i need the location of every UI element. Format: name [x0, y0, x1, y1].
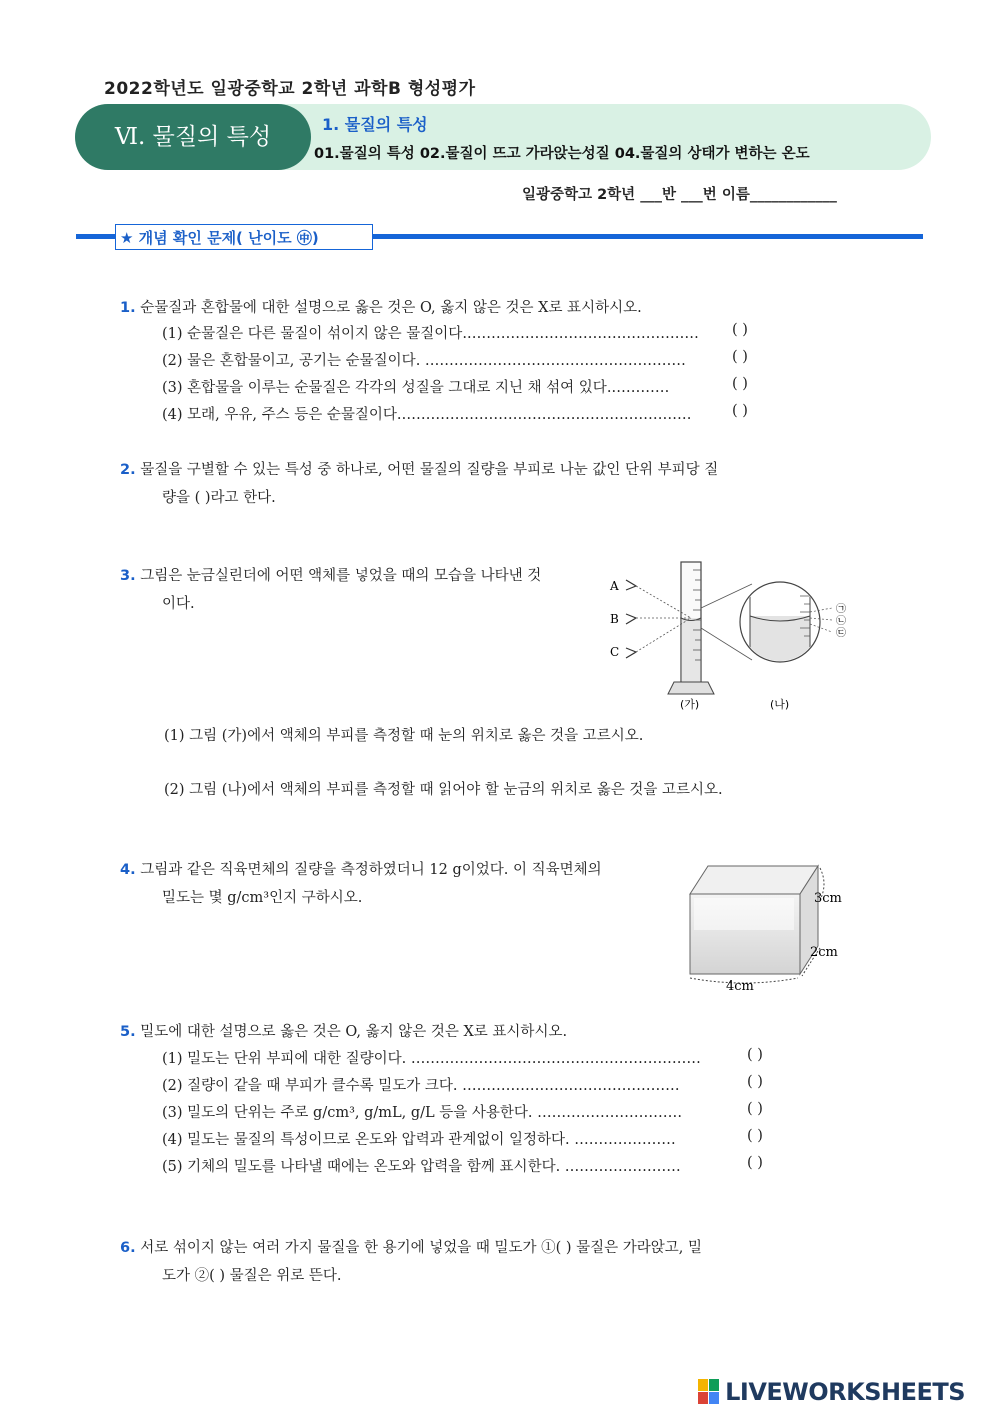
question-4 — [120, 858, 602, 879]
graduated-cylinder-figure — [604, 556, 864, 712]
width-label: 4cm — [726, 979, 754, 992]
question-4-line2: 밀도는 몇 g/cm³인지 구하시오. — [162, 890, 363, 906]
liveworksheets-logo — [698, 1378, 965, 1406]
eye-label-b: B — [610, 612, 619, 626]
question-3-line2: 이다. — [162, 596, 195, 612]
question-2-line2[interactable]: 량을 ( )라고 한다. — [162, 490, 276, 506]
q5-item-3: (3) 밀도의 단위는 주로 g/cm³, g/mL, g/L 등을 사용한다. ………………………… — [162, 1105, 683, 1121]
eye-c-icon — [626, 648, 636, 658]
q1-item-2: (2) 물은 혼합물이고, 공기는 순물질이다. ……………………………………………… — [162, 353, 686, 369]
question-number: 3. — [120, 568, 136, 584]
question-number: 5. — [120, 1024, 136, 1040]
q5-answer-2[interactable]: ( ) — [747, 1074, 763, 1090]
liveworksheets-icon — [698, 1379, 720, 1405]
question-3 — [120, 564, 541, 585]
question-6-line2[interactable]: 도가 ②( ) 물질은 위로 뜬다. — [162, 1268, 342, 1284]
question-number: 4. — [120, 862, 136, 878]
student-info-line[interactable]: 일광중학고 2학년 ___반 ___번 이름____________ — [522, 187, 837, 203]
caption-right: (나) — [770, 698, 790, 711]
q1-answer-1[interactable]: ( ) — [732, 322, 748, 338]
question-5 — [120, 1020, 567, 1041]
q5-item-2: (2) 질량이 같을 때 부피가 클수록 밀도가 크다. ……………………………………… — [162, 1078, 680, 1094]
question-number: 6. — [120, 1240, 136, 1256]
q5-item-5: (5) 기체의 밀도를 나타낼 때에는 온도와 압력을 함께 표시한다. …………………… — [162, 1159, 681, 1175]
q1-item-3: (3) 혼합물을 이루는 순물질은 각각의 성질을 그대로 지닌 채 섞여 있다.………… — [162, 380, 670, 396]
eye-label-c: C — [610, 645, 620, 659]
q5-item-4: (4) 밀도는 물질의 특성이므로 온도와 압력과 관계없이 일정하다. ………………… — [162, 1132, 676, 1148]
divider-left — [76, 234, 118, 239]
q1-answer-2[interactable]: ( ) — [732, 349, 748, 365]
question-number: 2. — [120, 462, 136, 478]
question-2 — [120, 458, 718, 479]
subsection-list: 01.물질의 특성 02.물질이 뜨고 가라앉는성질 04.물질의 상태가 변하는 온도 — [314, 146, 810, 162]
q5-answer-1[interactable]: ( ) — [747, 1047, 763, 1063]
eye-label-a: A — [610, 579, 619, 593]
q1-answer-4[interactable]: ( ) — [732, 403, 748, 419]
question-text: 물질을 구별할 수 있는 특성 중 하나로, 어떤 물질의 질량을 부피로 나눈 값인 단위 부피당 질 — [140, 462, 719, 478]
mark-1: ㉠ — [836, 604, 846, 615]
section-title: 1. 물질의 특성 — [322, 115, 428, 134]
question-3-sub2: (2) 그림 (나)에서 액체의 부피를 측정할 때 읽어야 할 눈금의 위치로 옳은 것을 고르시오. — [164, 782, 723, 798]
eye-a-icon — [626, 580, 636, 590]
question-3-sub1: (1) 그림 (가)에서 액체의 부피를 측정할 때 눈의 위치로 옳은 것을 고르시오. — [164, 728, 644, 744]
cuboid-figure — [686, 860, 862, 992]
depth-label: 2cm — [810, 945, 838, 960]
question-6 — [120, 1236, 702, 1257]
q1-item-1: (1) 순물질은 다른 물질이 섞이지 않은 물질이다.………………………………………… — [162, 326, 699, 342]
question-text: 그림은 눈금실린더에 어떤 액체를 넣었을 때의 모습을 나타낸 것 — [140, 568, 542, 584]
concept-check-label: ★ 개념 확인 문제( 난이도 ㊥) — [115, 224, 373, 250]
height-label: 3cm — [814, 891, 842, 906]
q1-answer-3[interactable]: ( ) — [732, 376, 748, 392]
q5-answer-5[interactable]: ( ) — [747, 1155, 763, 1171]
question-1 — [120, 296, 642, 317]
q5-answer-4[interactable]: ( ) — [747, 1128, 763, 1144]
unit-label: Ⅵ. 물질의 특성 — [75, 104, 311, 170]
worksheet-title: 2022학년도 일광중학교 2학년 과학B 형성평가 — [104, 79, 476, 99]
question-text: 순물질과 혼합물에 대한 설명으로 옳은 것은 O, 옳지 않은 것은 X로 표시하시오. — [140, 300, 642, 316]
mark-2: ㉡ — [836, 616, 846, 627]
question-text: 밀도에 대한 설명으로 옳은 것은 O, 옳지 않은 것은 X로 표시하시오. — [140, 1024, 568, 1040]
cuboid-top — [690, 866, 818, 894]
divider-right — [373, 234, 923, 239]
question-text[interactable]: 서로 섞이지 않는 여러 가지 물질을 한 용기에 넣었을 때 밀도가 ①( ) 물질은 가라앉고, 밀 — [140, 1240, 703, 1256]
caption-left: (가) — [680, 698, 700, 711]
eye-b-icon — [626, 614, 636, 624]
question-text: 그림과 같은 직육면체의 질량을 측정하였더니 12 g이었다. 이 직육면체의 — [140, 862, 602, 878]
q1-item-4: (4) 모래, 우유, 주스 등은 순물질이다.…………………………………………………… — [162, 407, 692, 423]
q5-answer-3[interactable]: ( ) — [747, 1101, 763, 1117]
q5-item-1: (1) 밀도는 단위 부피에 대한 질량이다. …………………………………………………… — [162, 1051, 701, 1067]
mark-3: ㉢ — [836, 628, 846, 639]
logo-text: LIVEWORKSHEETS — [725, 1378, 966, 1406]
question-number: 1. — [120, 300, 136, 316]
cylinder-base — [668, 682, 714, 694]
